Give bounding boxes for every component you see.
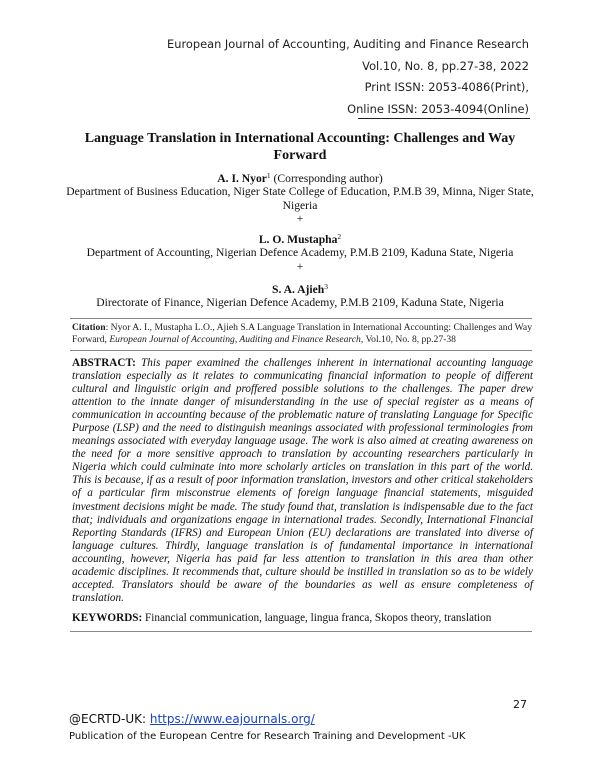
header-rule <box>358 118 530 119</box>
separator-2: + <box>296 259 304 273</box>
author-1-block <box>56 172 544 226</box>
author-2-affiliation: Department of Accounting, Nigerian Defence Academy, P.M.B 2109, Kaduna State, Nigeria <box>86 246 514 260</box>
footer-publisher: Publication of the European Centre for Research Training and Development -UK <box>69 731 466 742</box>
author-3-name: S. A. Ajieh <box>272 283 325 296</box>
abstract-text: This paper examined the challenges inherent in international accounting language translation especially as it relates to communicating financial information to people of different cultural and linguistic origin and proffered possible solutions to the challenges. The paper drew attention to the innate danger of misunderstanding in the use of special register as a means of communication in accounting because of the problematic nature of translating Language for Specific Purpose (LSP) and the need to distinguish meanings associated with professional terminologies from meanings associated with everyday language usage. The work is also aimed at creating awareness on the need for a more sensitive approach to translation by accounting researchers particularly in Nigeria which could culminate into more scholarly articles on translation in this part of the world. This is because, if as a result of poor information translation, investors and other critical stakeholders of a particular firm misconstrue elements of foreign language financial statements, misguided investment decisions might be made. The study found that, translation is indispensable due to the fact that; individuals and organizations engage in international trades. Secondly, International Financial Reporting Standards (IFRS) and European Union (EU) declarations are translated into diverse of language cultures. Thirdly, language translation is of fundamental importance in international accounting, however, Nigeria has paid far less attention to translation in this area than other academic disciplines. It recommends that, culture should be instilled in translation so as to be widely accepted. Translators should be aware of the boundaries as well as ensure completeness of translation. <box>72 357 534 604</box>
author-3-block <box>56 283 544 310</box>
author-1-affiliation: Department of Business Education, Niger State College of Education, P.M.B 39, Minna, Niger State, Nigeria <box>66 185 534 212</box>
author-1-role: (Corresponding author) <box>273 172 383 185</box>
footer-handle: @ECRTD-UK: <box>69 712 150 726</box>
citation-journal: European Journal of Accounting, Auditing and Finance Research, <box>109 334 364 345</box>
online-issn: Online ISSN: 2053-4094(Online) <box>347 101 529 116</box>
journal-header <box>167 34 529 120</box>
citation-bottom-rule <box>70 350 532 351</box>
keywords-text: Financial communication, language, lingua franca, Skopos theory, translation <box>142 612 492 624</box>
author-1-sup: 1 <box>266 171 271 180</box>
page-number: 27 <box>513 698 527 711</box>
keywords-label: KEYWORDS: <box>72 612 143 624</box>
author-2-sup: 2 <box>337 232 342 241</box>
citation-label: Citation <box>72 322 106 333</box>
author-3-affiliation: Directorate of Finance, Nigerian Defence Academy, P.M.B 2109, Kaduna State, Nigeria <box>96 296 504 310</box>
citation-text: : Nyor A. I., Mustapha L.O., Ajieh S.A Language Translation in International Accounting: Challenges and Way Forward, <box>72 322 532 345</box>
separator-1: + <box>296 212 304 226</box>
footer-line-1 <box>69 712 315 726</box>
keywords-rule <box>70 631 532 632</box>
print-issn: Print ISSN: 2053-4086(Print), <box>364 80 529 94</box>
paper-title: Language Translation in International Accounting: Challenges and Way Forward <box>84 131 516 163</box>
footer-url-link[interactable]: https://www.eajournals.org/ <box>149 712 315 726</box>
volume-info: Vol.10, No. 8, pp.27-38, 2022 <box>362 58 529 73</box>
author-2-name: L. O. Mustapha <box>258 233 338 246</box>
author-2-block <box>56 233 544 273</box>
author-1-name: A. I. Nyor <box>217 172 267 185</box>
abstract-block <box>72 357 533 605</box>
keywords-block <box>72 612 533 625</box>
citation-block <box>72 322 532 346</box>
citation-top-rule <box>70 318 532 319</box>
citation-details: Vol.10, No. 8, pp.27-38 <box>363 334 456 345</box>
abstract-label: ABSTRACT: <box>72 357 136 369</box>
author-3-sup: 3 <box>324 282 328 291</box>
journal-name: European Journal of Accounting, Auditing and Finance Research <box>167 37 529 51</box>
